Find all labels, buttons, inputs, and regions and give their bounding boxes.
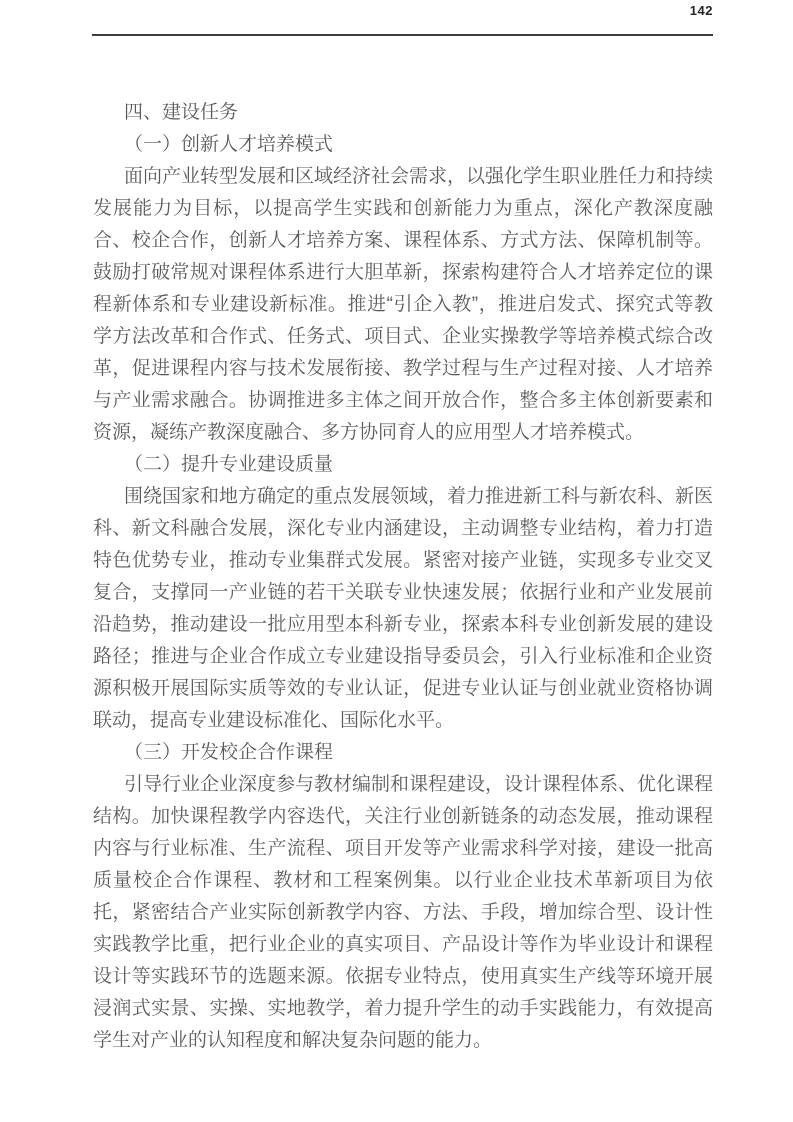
heading-sub-1: （一）创新人才培养模式 [124, 134, 334, 155]
document-body [93, 97, 713, 1057]
paragraph-2: 围绕国家和地方确定的重点发展领域，着力推进新工科与新农科、新医科、新文科融合发展，深化专业内涵建设，主动调整专业结构，着力打造特色优势专业，推动专业集群式发展。紧密对接产业链，实现多专业交叉复合，支撑同一产业链的若干关联专业快速发展；依据行业和产业发展前沿趋势，推动建设一批应用型本科新专业，探索本科专业创新发展的建设路径；推进与企业合作成立专业建设指导委员会，引入行业标准和企业资源积极开展国际实质等效的专业认证，促进专业认证与创业就业资格协调联动，提高专业建设标准化、国际化水平。 [93, 486, 714, 731]
paragraph-1: 面向产业转型发展和区域经济社会需求，以强化学生职业胜任力和持续发展能力为目标，以提高学生实践和创新能力为重点，深化产教深度融合、校企合作，创新人才培养方案、课程体系、方式方法、保障机制等。鼓励打破常规对课程体系进行大胆革新，探索构建符合人才培养定位的课程新体系和专业建设新标准。推进“引企入教”，推进启发式、探究式等教学方法改革和合作式、任务式、项目式、企业实操教学等培养模式综合改革，促进课程内容与技术发展衔接、教学过程与生产过程对接、人才培养与产业需求融合。协调推进多主体之间开放合作，整合多主体创新要素和资源，凝练产教深度融合、多方协同育人的应用型人才培养模式。 [93, 166, 714, 443]
heading-sub-3: （三）开发校企合作课程 [124, 742, 334, 763]
heading-sub-2: （二）提升专业建设质量 [124, 454, 334, 475]
page-number: 142 [689, 3, 713, 18]
header-rule [92, 34, 713, 36]
heading-section: 四、建设任务 [124, 102, 239, 123]
paragraph-3: 引导行业企业深度参与教材编制和课程建设，设计课程体系、优化课程结构。加快课程教学内容迭代，关注行业创新链条的动态发展，推动课程内容与行业标准、生产流程、项目开发等产业需求科学对接，建设一批高质量校企合作课程、教材和工程案例集。以行业企业技术革新项目为依托，紧密结合产业实际创新教学内容、方法、手段，增加综合型、设计性实践教学比重，把行业企业的真实项目、产品设计等作为毕业设计和课程设计等实践环节的选题来源。依据专业特点，使用真实生产线等环境开展浸润式实景、实操、实地教学，着力提升学生的动手实践能力，有效提高学生对产业的认知程度和解决复杂问题的能力。 [93, 774, 714, 1051]
